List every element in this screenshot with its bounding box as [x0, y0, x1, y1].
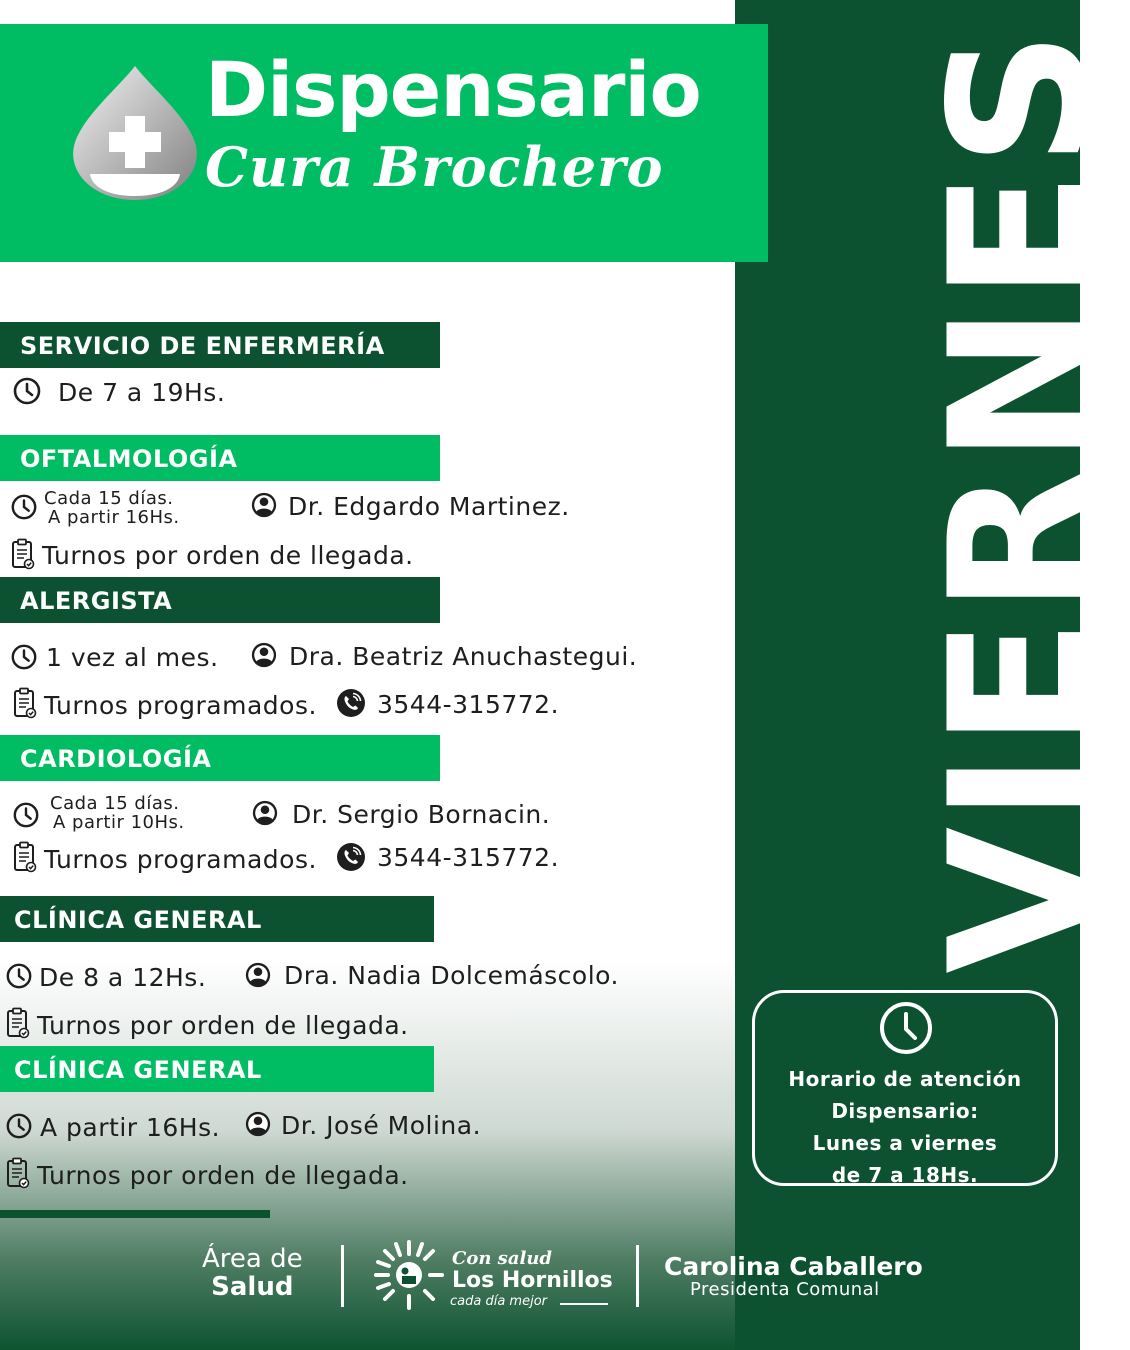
sun-logo-icon: [372, 1238, 446, 1312]
footer-slogan-bottom: cada día mejor: [450, 1294, 547, 1309]
area-line-2: Salud: [211, 1272, 294, 1302]
hours-line-3: Lunes a viernes: [812, 1131, 998, 1155]
hours-box: [752, 990, 1058, 1186]
hours-line-1: Horario de atención: [788, 1067, 1022, 1091]
service-schedule: A partir 16Hs.: [40, 1113, 221, 1142]
service-phone: 3544-315772.: [377, 690, 560, 719]
area-line-1: Área de: [202, 1244, 303, 1274]
hours-line-2: Dispensario:: [831, 1099, 979, 1123]
service-title-clinica-general-2: CLÍNICA GENERAL: [0, 1046, 434, 1092]
doctor-icon: [244, 961, 272, 989]
service-schedule-line-1: Cada 15 días.: [50, 793, 180, 814]
service-schedule: 1 vez al mes.: [46, 643, 219, 672]
area-de-salud: [202, 1246, 303, 1300]
phone-icon: [336, 842, 366, 872]
service-doctor: Dr. José Molina.: [281, 1111, 482, 1140]
service-doctor: Dr. Edgardo Martinez.: [288, 492, 570, 521]
drop-cross-icon: [70, 64, 200, 204]
footer-person-name: Carolina Caballero: [664, 1252, 923, 1281]
clock-icon: [5, 962, 33, 990]
clipboard-icon: [12, 687, 38, 719]
slogan-underline: [560, 1303, 608, 1305]
service-appointments: Turnos por orden de llegada.: [42, 541, 414, 570]
clipboard-icon: [5, 1157, 31, 1189]
service-doctor: Dr. Sergio Bornacin.: [292, 800, 551, 829]
service-title-oftalmologia: OFTALMOLOGÍA: [0, 435, 440, 481]
clock-icon: [10, 493, 38, 521]
service-title-cardiologia: CARDIOLOGÍA: [0, 735, 440, 781]
phone-icon: [336, 688, 366, 718]
footer-rule: [0, 1210, 270, 1218]
service-doctor: Dra. Nadia Dolcemáscolo.: [284, 961, 619, 990]
service-appointments: Turnos programados.: [44, 845, 317, 874]
hours-text: [755, 1063, 1055, 1191]
clipboard-icon: [10, 538, 36, 570]
service-title-alergista: ALERGISTA: [0, 577, 440, 623]
clock-icon: [5, 1112, 33, 1140]
service-phone: 3544-315772.: [377, 843, 560, 872]
doctor-icon: [251, 799, 279, 827]
service-appointments: Turnos programados.: [44, 691, 317, 720]
clipboard-icon: [5, 1007, 31, 1039]
footer-divider: [341, 1245, 344, 1307]
service-schedule-line-2: A partir 16Hs.: [48, 507, 180, 528]
footer-person-role: Presidenta Comunal: [690, 1279, 880, 1300]
doctor-icon: [244, 1110, 272, 1138]
doctor-icon: [250, 491, 278, 519]
footer-slogan-top: Con salud: [452, 1248, 552, 1269]
service-title-clinica-general: CLÍNICA GENERAL: [0, 896, 434, 942]
service-title-enfermeria: SERVICIO DE ENFERMERÍA: [0, 322, 440, 368]
service-schedule: De 7 a 19Hs.: [58, 378, 226, 407]
clipboard-icon: [12, 841, 38, 873]
hours-line-4: de 7 a 18Hs.: [831, 1163, 979, 1187]
brand-subtitle: Cura Brochero: [205, 135, 664, 199]
day-label: VIERNES: [909, 26, 1130, 974]
service-doctor: Dra. Beatriz Anuchastegui.: [289, 642, 638, 671]
clock-icon: [12, 801, 40, 829]
clock-icon: [879, 1001, 933, 1055]
doctor-icon: [250, 641, 278, 669]
service-appointments: Turnos por orden de llegada.: [37, 1161, 409, 1190]
service-schedule: De 8 a 12Hs.: [39, 963, 207, 992]
service-schedule-line-2: A partir 10Hs.: [53, 812, 185, 833]
clock-icon: [12, 376, 42, 406]
service-appointments: Turnos por orden de llegada.: [37, 1011, 409, 1040]
footer-divider: [636, 1245, 639, 1307]
brand-title: Dispensario: [205, 45, 701, 134]
service-schedule-line-1: Cada 15 días.: [44, 488, 174, 509]
footer-town: Los Hornillos: [452, 1268, 613, 1293]
clock-icon: [10, 643, 38, 671]
